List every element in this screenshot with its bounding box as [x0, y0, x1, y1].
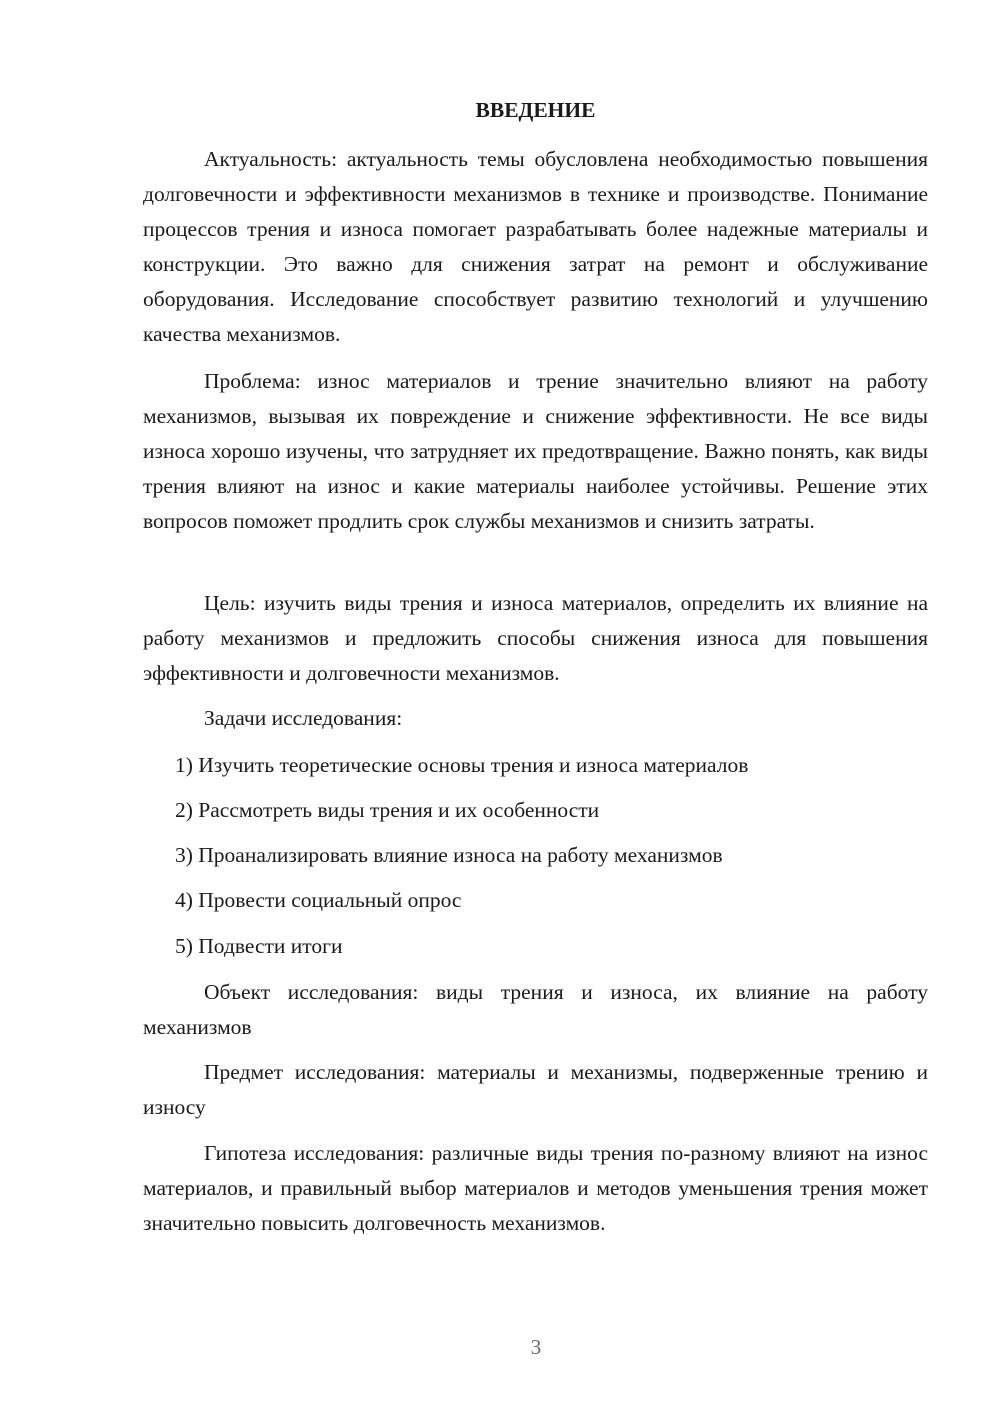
task-item-2: 2) Рассмотреть виды трения и их особенности — [175, 798, 600, 822]
paragraph-object: Объект исследования: виды трения и износа, их влияние на работу механизмов — [143, 980, 928, 1039]
paragraph-relevance: Актуальность: актуальность темы обусловлена необходимостью повышения долговечности и эффективности механизмов в технике и производстве. Понимание процессов трения и износа помогает разрабатывать более надежные материалы и конструкции. Это важно для снижения затрат на ремонт и обслуживание оборудования. Исследование способствует развитию технологий и улучшению качества механизмов. — [143, 147, 928, 346]
tasks-heading: Задачи исследования: — [204, 706, 403, 730]
paragraph-problem: Проблема: износ материалов и трение значительно влияют на работу механизмов, вызывая их повреждение и снижение эффективности. Не все виды износа хорошо изучены, что затрудняет их предотвращение. Важно понять, как виды трения влияют на износ и какие материалы наиболее устойчивы. Решение этих вопросов поможет продлить срок службы механизмов и снизить затраты. — [143, 369, 928, 533]
task-item-5: 5) Подвести итоги — [175, 934, 343, 958]
task-item-4: 4) Провести социальный опрос — [175, 888, 462, 912]
task-item-1: 1) Изучить теоретические основы трения и износа материалов — [175, 753, 749, 777]
paragraph-hypothesis: Гипотеза исследования: различные виды трения по-разному влияют на износ материалов, и правильный выбор материалов и методов уменьшения трения может значительно повысить долговечность механизмов. — [143, 1141, 928, 1235]
section-title: ВВЕДЕНИЕ — [475, 98, 596, 122]
page-number: 3 — [530, 1335, 542, 1359]
paragraph-subject: Предмет исследования: материалы и механизмы, подверженные трению и износу — [143, 1060, 928, 1119]
paragraph-goal: Цель: изучить виды трения и износа материалов, определить их влияние на работу механизмов и предложить способы снижения износа для повышения эффективности и долговечности механизмов. — [143, 591, 928, 685]
task-item-3: 3) Проанализировать влияние износа на работу механизмов — [175, 843, 723, 867]
